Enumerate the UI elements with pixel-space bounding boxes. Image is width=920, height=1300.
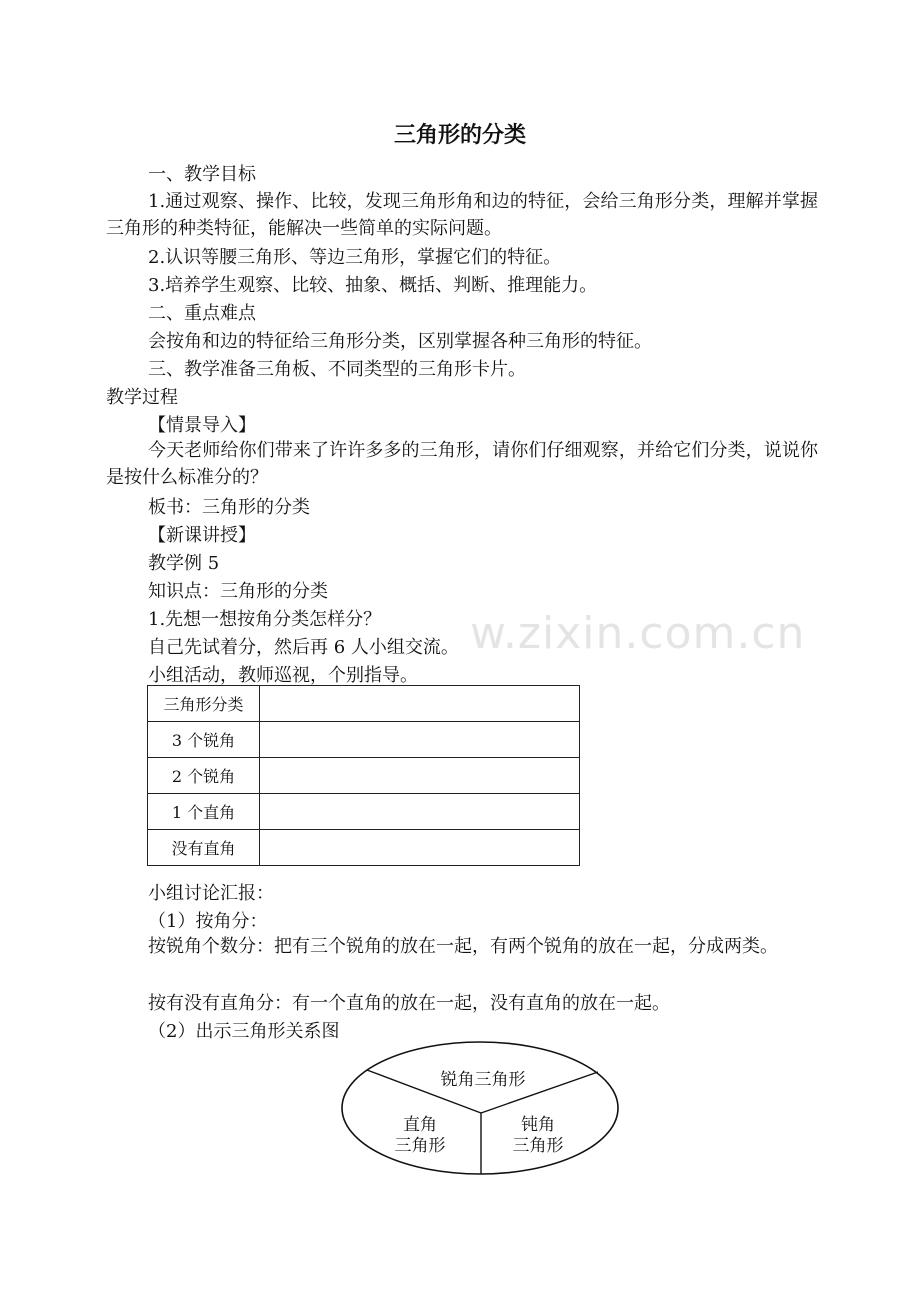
process-heading: 教学过程	[106, 387, 178, 408]
by-angle-heading: （1）按角分：	[148, 911, 268, 932]
lesson-heading: 【新课讲授】	[148, 525, 256, 546]
right-triangle-label-line2: 三角形	[394, 1136, 446, 1156]
example-label: 教学例 5	[148, 553, 220, 574]
table-cell-value	[260, 830, 580, 866]
table-row	[148, 830, 580, 866]
table-row	[148, 686, 580, 722]
preparation-text: 三、教学准备三角板、不同类型的三角形卡片。	[148, 359, 526, 380]
blackboard-note: 板书：三角形的分类	[148, 497, 310, 518]
objective-item-2: 2.认识等腰三角形、等边三角形，掌握它们的特征。	[148, 247, 562, 268]
objective-item-1: 1.通过观察、操作、比较，发现三角形角和边的特征，会给三角形分类，理解并掌握三角形的种类特征，能解决一些简单的实际问题。	[106, 191, 818, 239]
classification-table	[147, 685, 580, 866]
knowledge-point: 知识点：三角形的分类	[148, 581, 328, 602]
question-1: 1.先想一想按角分类怎样分？	[148, 609, 382, 630]
report-heading: 小组讨论汇报：	[148, 883, 274, 904]
table-cell-value	[260, 722, 580, 758]
obtuse-triangle-label-line1: 钝角	[521, 1115, 555, 1135]
acute-triangle-label: 锐角三角形	[440, 1070, 526, 1090]
key-points-text: 会按角和边的特征给三角形分类，区别掌握各种三角形的特征。	[148, 331, 652, 352]
watermark: w.zixin.com.cn	[470, 608, 806, 659]
table-row	[148, 794, 580, 830]
table-cell-label: 3 个锐角	[148, 722, 260, 758]
table-cell-label: 1 个直角	[148, 794, 260, 830]
table-cell-label: 没有直角	[148, 830, 260, 866]
objectives-heading: 一、教学目标	[148, 164, 256, 185]
acute-count-text: 按锐角个数分：把有三个锐角的放在一起，有两个锐角的放在一起，分成两类。	[148, 936, 778, 957]
intro-heading: 【情景导入】	[148, 415, 256, 436]
table-cell-value	[260, 686, 580, 722]
right-triangle-label-line1: 直角	[403, 1115, 437, 1135]
key-points-heading: 二、重点难点	[148, 303, 256, 324]
table-cell-value	[260, 758, 580, 794]
diagram-caption: （2）出示三角形关系图	[148, 1021, 340, 1042]
try-instruction: 自己先试着分，然后再 6 人小组交流。	[148, 637, 459, 658]
objective-item-3: 3.培养学生观察、比较、抽象、概括、判断、推理能力。	[148, 275, 598, 296]
intro-text: 今天老师给你们带来了许许多多的三角形，请你们仔细观察，并给它们分类，说说你是按什么标准分的？	[106, 440, 818, 488]
table-cell-value	[260, 794, 580, 830]
table-row	[148, 758, 580, 794]
triangle-relationship-diagram	[340, 1030, 630, 1180]
table-cell-label: 三角形分类	[148, 686, 260, 722]
obtuse-triangle-label-line2: 三角形	[512, 1136, 564, 1156]
activity-instruction: 小组活动，教师巡视，个别指导。	[148, 665, 418, 686]
table-cell-label: 2 个锐角	[148, 758, 260, 794]
right-angle-text: 按有没有直角分：有一个直角的放在一起，没有直角的放在一起。	[148, 993, 670, 1014]
diagram-ellipse	[342, 1042, 618, 1174]
table-row	[148, 722, 580, 758]
document-title: 三角形的分类	[393, 123, 526, 148]
